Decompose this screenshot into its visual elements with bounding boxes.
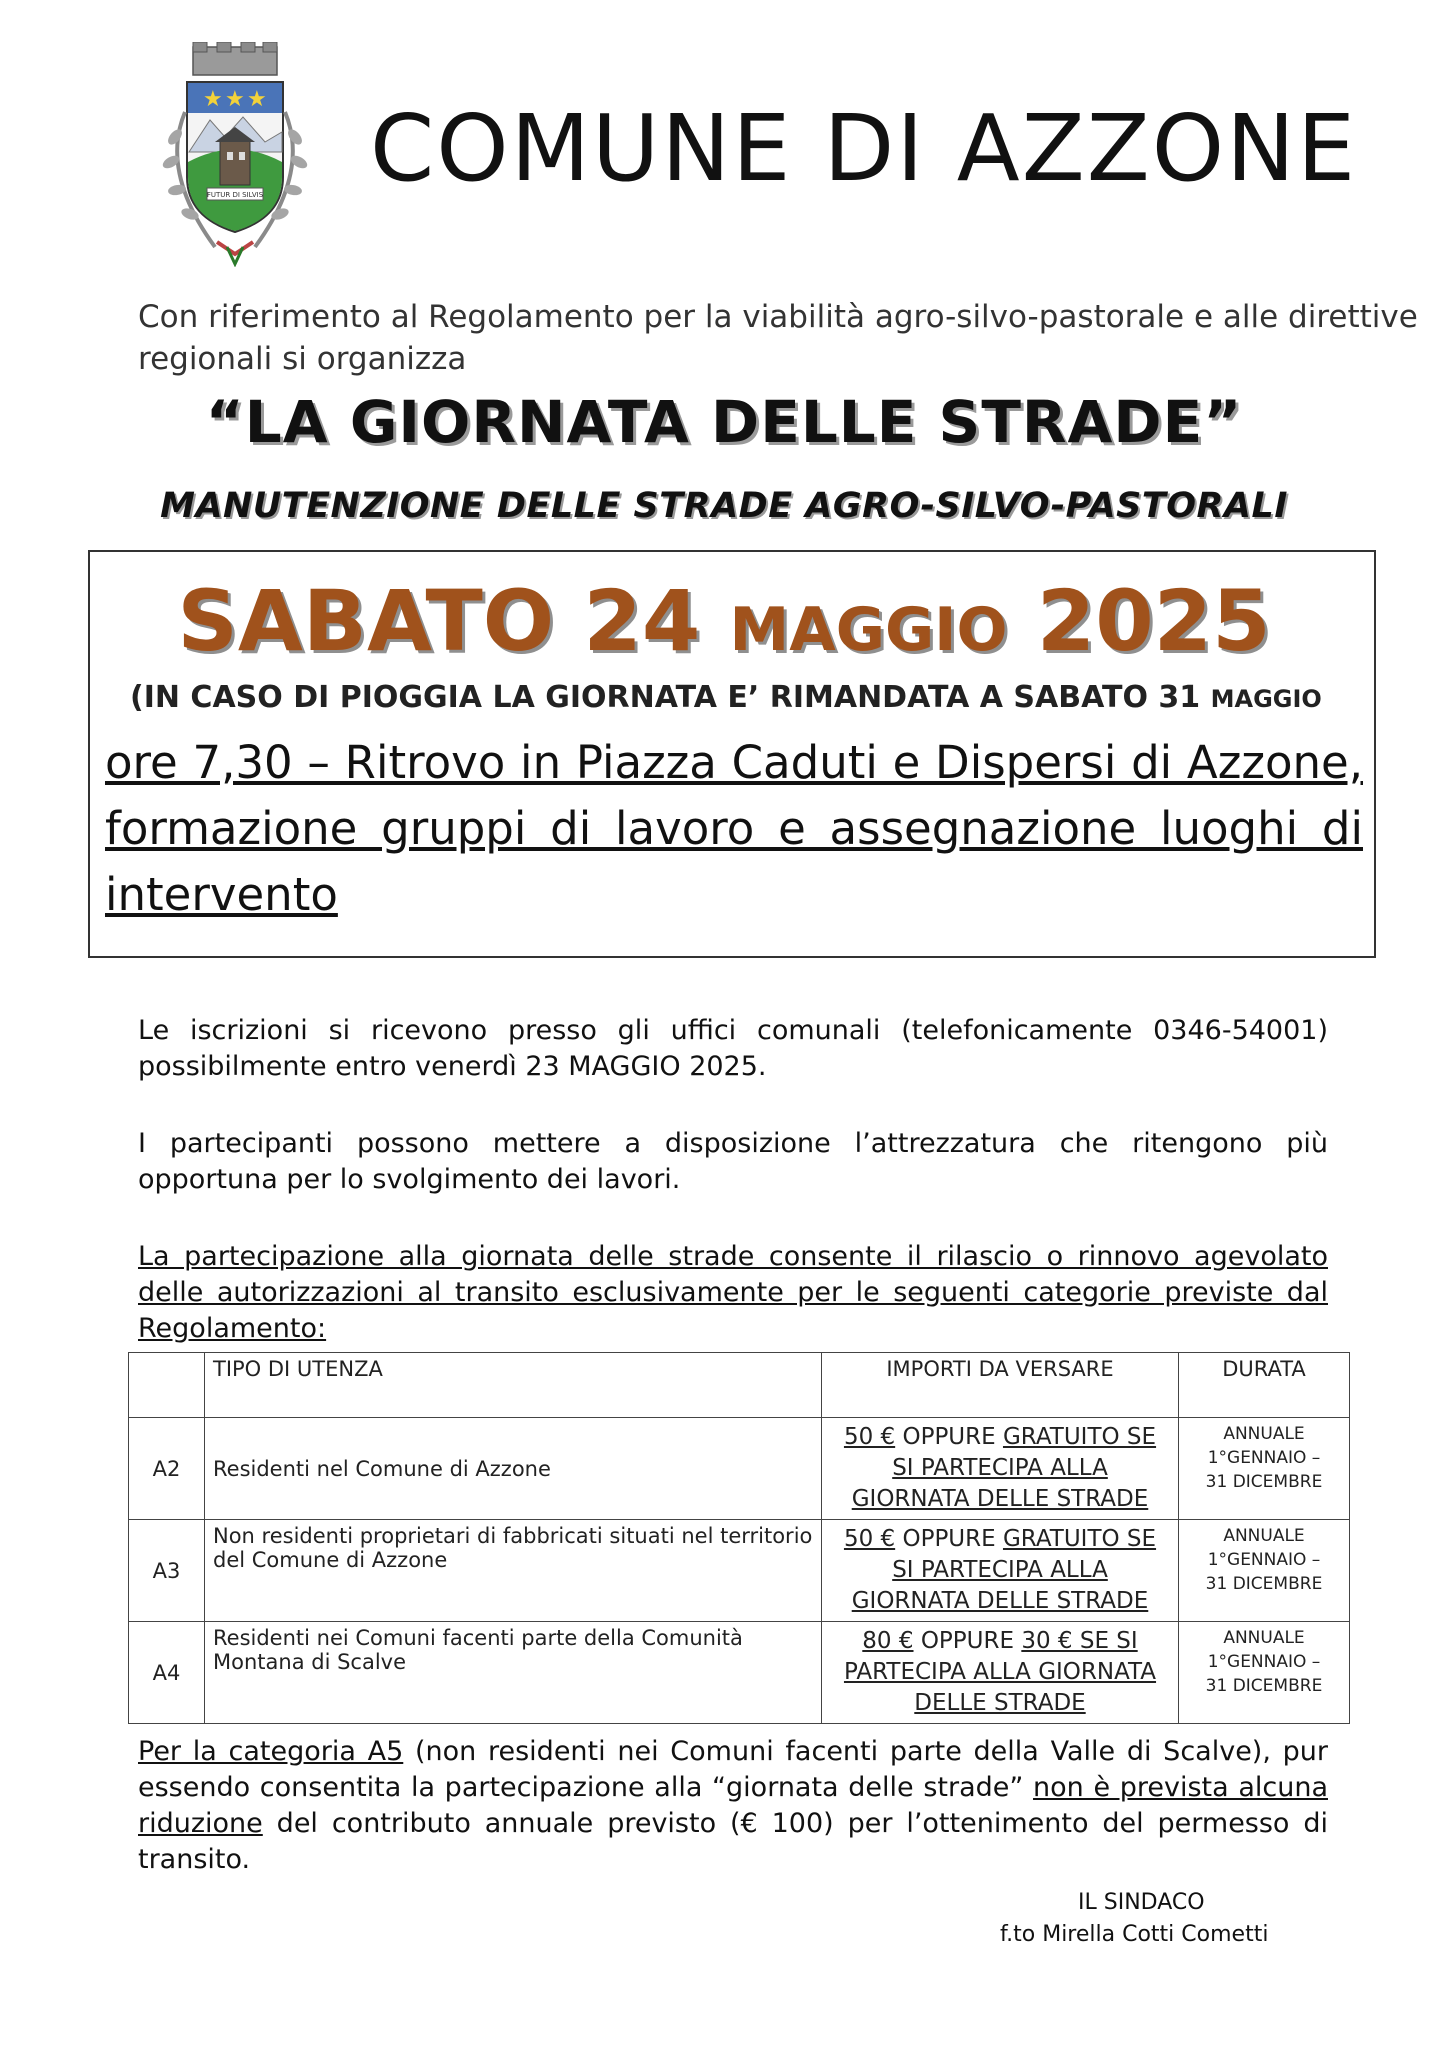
table-row xyxy=(129,1520,1350,1622)
date-month: MAGGIO xyxy=(729,595,1008,665)
equipment-paragraph: I partecipanti possono mettere a disposizione l’attrezzatura che ritengono più opportuna per lo svolgimento dei lavori. xyxy=(138,1128,1328,1195)
table-row xyxy=(129,1418,1350,1520)
row-connector: OPPURE xyxy=(895,1424,1003,1450)
table-intro-paragraph: La partecipazione alla giornata delle strade consente il rilascio o rinnovo agevolato delle autorizzazioni al transito esclusivamente per le seguenti categorie previste dal Regolamento: xyxy=(138,1241,1328,1344)
row-connector: OPPURE xyxy=(913,1628,1022,1654)
rain-notice-month: MAGGIO xyxy=(1210,685,1322,713)
duration-type: ANNUALE xyxy=(1223,1424,1305,1444)
page-title: COMUNE DI AZZONE xyxy=(370,95,1358,202)
fee-table xyxy=(128,1352,1350,1724)
duration-end: 31 DICEMBRE xyxy=(1205,1574,1323,1594)
event-subtitle: MANUTENZIONE DELLE STRADE AGRO-SILVO-PASTORALI xyxy=(160,486,1288,526)
svg-text:FUTUR DI SILVIS: FUTUR DI SILVIS xyxy=(206,191,264,199)
row-price: 50 € xyxy=(843,1526,896,1552)
a5-note-middle: (non residenti nei Comuni facenti parte della Valle di Scalve), pur essendo consentita la partecipazione alla “giornata delle strade” xyxy=(138,1736,1328,1803)
duration-start: 1°GENNAIO – xyxy=(1207,1550,1321,1570)
a5-note-lead: Per la categoria A5 xyxy=(138,1736,404,1767)
intro-line-1: Con riferimento al Regolamento per la viabilità agro-silvo-pastorale e alle direttive xyxy=(138,299,1418,335)
a5-note-tail: del contributo annuale previsto (€ 100) per l’ottenimento del permesso di transito. xyxy=(138,1808,1328,1875)
signature-title: IL SINDACO xyxy=(1078,1890,1205,1915)
duration-start: 1°GENNAIO – xyxy=(1207,1652,1321,1672)
date-day: SABATO 24 xyxy=(177,572,701,670)
intro-line-2: regionali si organizza xyxy=(138,341,467,377)
duration-end: 31 DICEMBRE xyxy=(1205,1676,1323,1696)
row-code: A2 xyxy=(129,1418,205,1520)
row-price: 80 € xyxy=(862,1628,914,1654)
coat-of-arms-icon xyxy=(155,42,315,267)
svg-text:★: ★ xyxy=(225,87,245,112)
row-amount xyxy=(822,1418,1179,1520)
header-type: TIPO DI UTENZA xyxy=(205,1353,822,1418)
row-duration xyxy=(1179,1520,1350,1622)
row-type: Residenti nei Comuni facenti parte della Comunità Montana di Scalve xyxy=(205,1622,822,1724)
duration-end: 31 DICEMBRE xyxy=(1205,1472,1323,1492)
a5-note-paragraph xyxy=(138,1734,1328,1878)
duration-type: ANNUALE xyxy=(1223,1526,1305,1546)
table-header-row xyxy=(129,1353,1350,1418)
svg-text:★: ★ xyxy=(203,87,223,112)
row-alt-price: 30 € SE SI PARTECIPA ALLA GIORNATA DELLE STRADE xyxy=(843,1628,1157,1716)
signature-name: f.to Mirella Cotti Cometti xyxy=(1000,1922,1269,1947)
row-type: Non residenti proprietari di fabbricati situati nel territorio del Comune di Azzone xyxy=(205,1520,822,1622)
event-date xyxy=(0,572,1448,670)
duration-start: 1°GENNAIO – xyxy=(1207,1448,1321,1468)
row-amount xyxy=(822,1520,1179,1622)
row-code: A4 xyxy=(129,1622,205,1724)
rain-notice-text: (IN CASO DI PIOGGIA LA GIORNATA E’ RIMANDATA A SABATO 31 xyxy=(130,680,1201,715)
intro-text xyxy=(138,296,1418,380)
a5-note-emphasis: non è prevista alcuna riduzione xyxy=(138,1772,1328,1839)
event-title: “LA GIORNATA DELLE STRADE” xyxy=(205,388,1243,456)
header-code xyxy=(129,1353,205,1418)
row-code: A3 xyxy=(129,1520,205,1622)
table-row xyxy=(129,1622,1350,1724)
row-duration xyxy=(1179,1418,1350,1520)
registration-paragraph: Le iscrizioni si ricevono presso gli uffici comunali (telefonicamente 0346-54001) possibilmente entro venerdì 23 MAGGIO 2025. xyxy=(138,1015,1328,1082)
header-amount: IMPORTI DA VERSARE xyxy=(822,1353,1179,1418)
header-duration: DURATA xyxy=(1179,1353,1350,1418)
date-year: 2025 xyxy=(1036,572,1271,670)
svg-text:★: ★ xyxy=(247,87,267,112)
row-alt-price: GRATUITO SE SI PARTECIPA ALLA GIORNATA DELLE STRADE xyxy=(851,1526,1157,1614)
row-amount xyxy=(822,1622,1179,1724)
row-duration xyxy=(1179,1622,1350,1724)
row-price: 50 € xyxy=(843,1424,896,1450)
rain-notice xyxy=(130,680,1322,715)
row-type: Residenti nel Comune di Azzone xyxy=(205,1418,822,1520)
row-connector: OPPURE xyxy=(895,1526,1003,1552)
duration-type: ANNUALE xyxy=(1223,1628,1305,1648)
meeting-info: ore 7,30 – Ritrovo in Piazza Caduti e Dispersi di Azzone, formazione gruppi di lavoro e assegnazione luoghi di intervento xyxy=(105,736,1363,921)
row-alt-price: GRATUITO SE SI PARTECIPA ALLA GIORNATA DELLE STRADE xyxy=(851,1424,1157,1512)
